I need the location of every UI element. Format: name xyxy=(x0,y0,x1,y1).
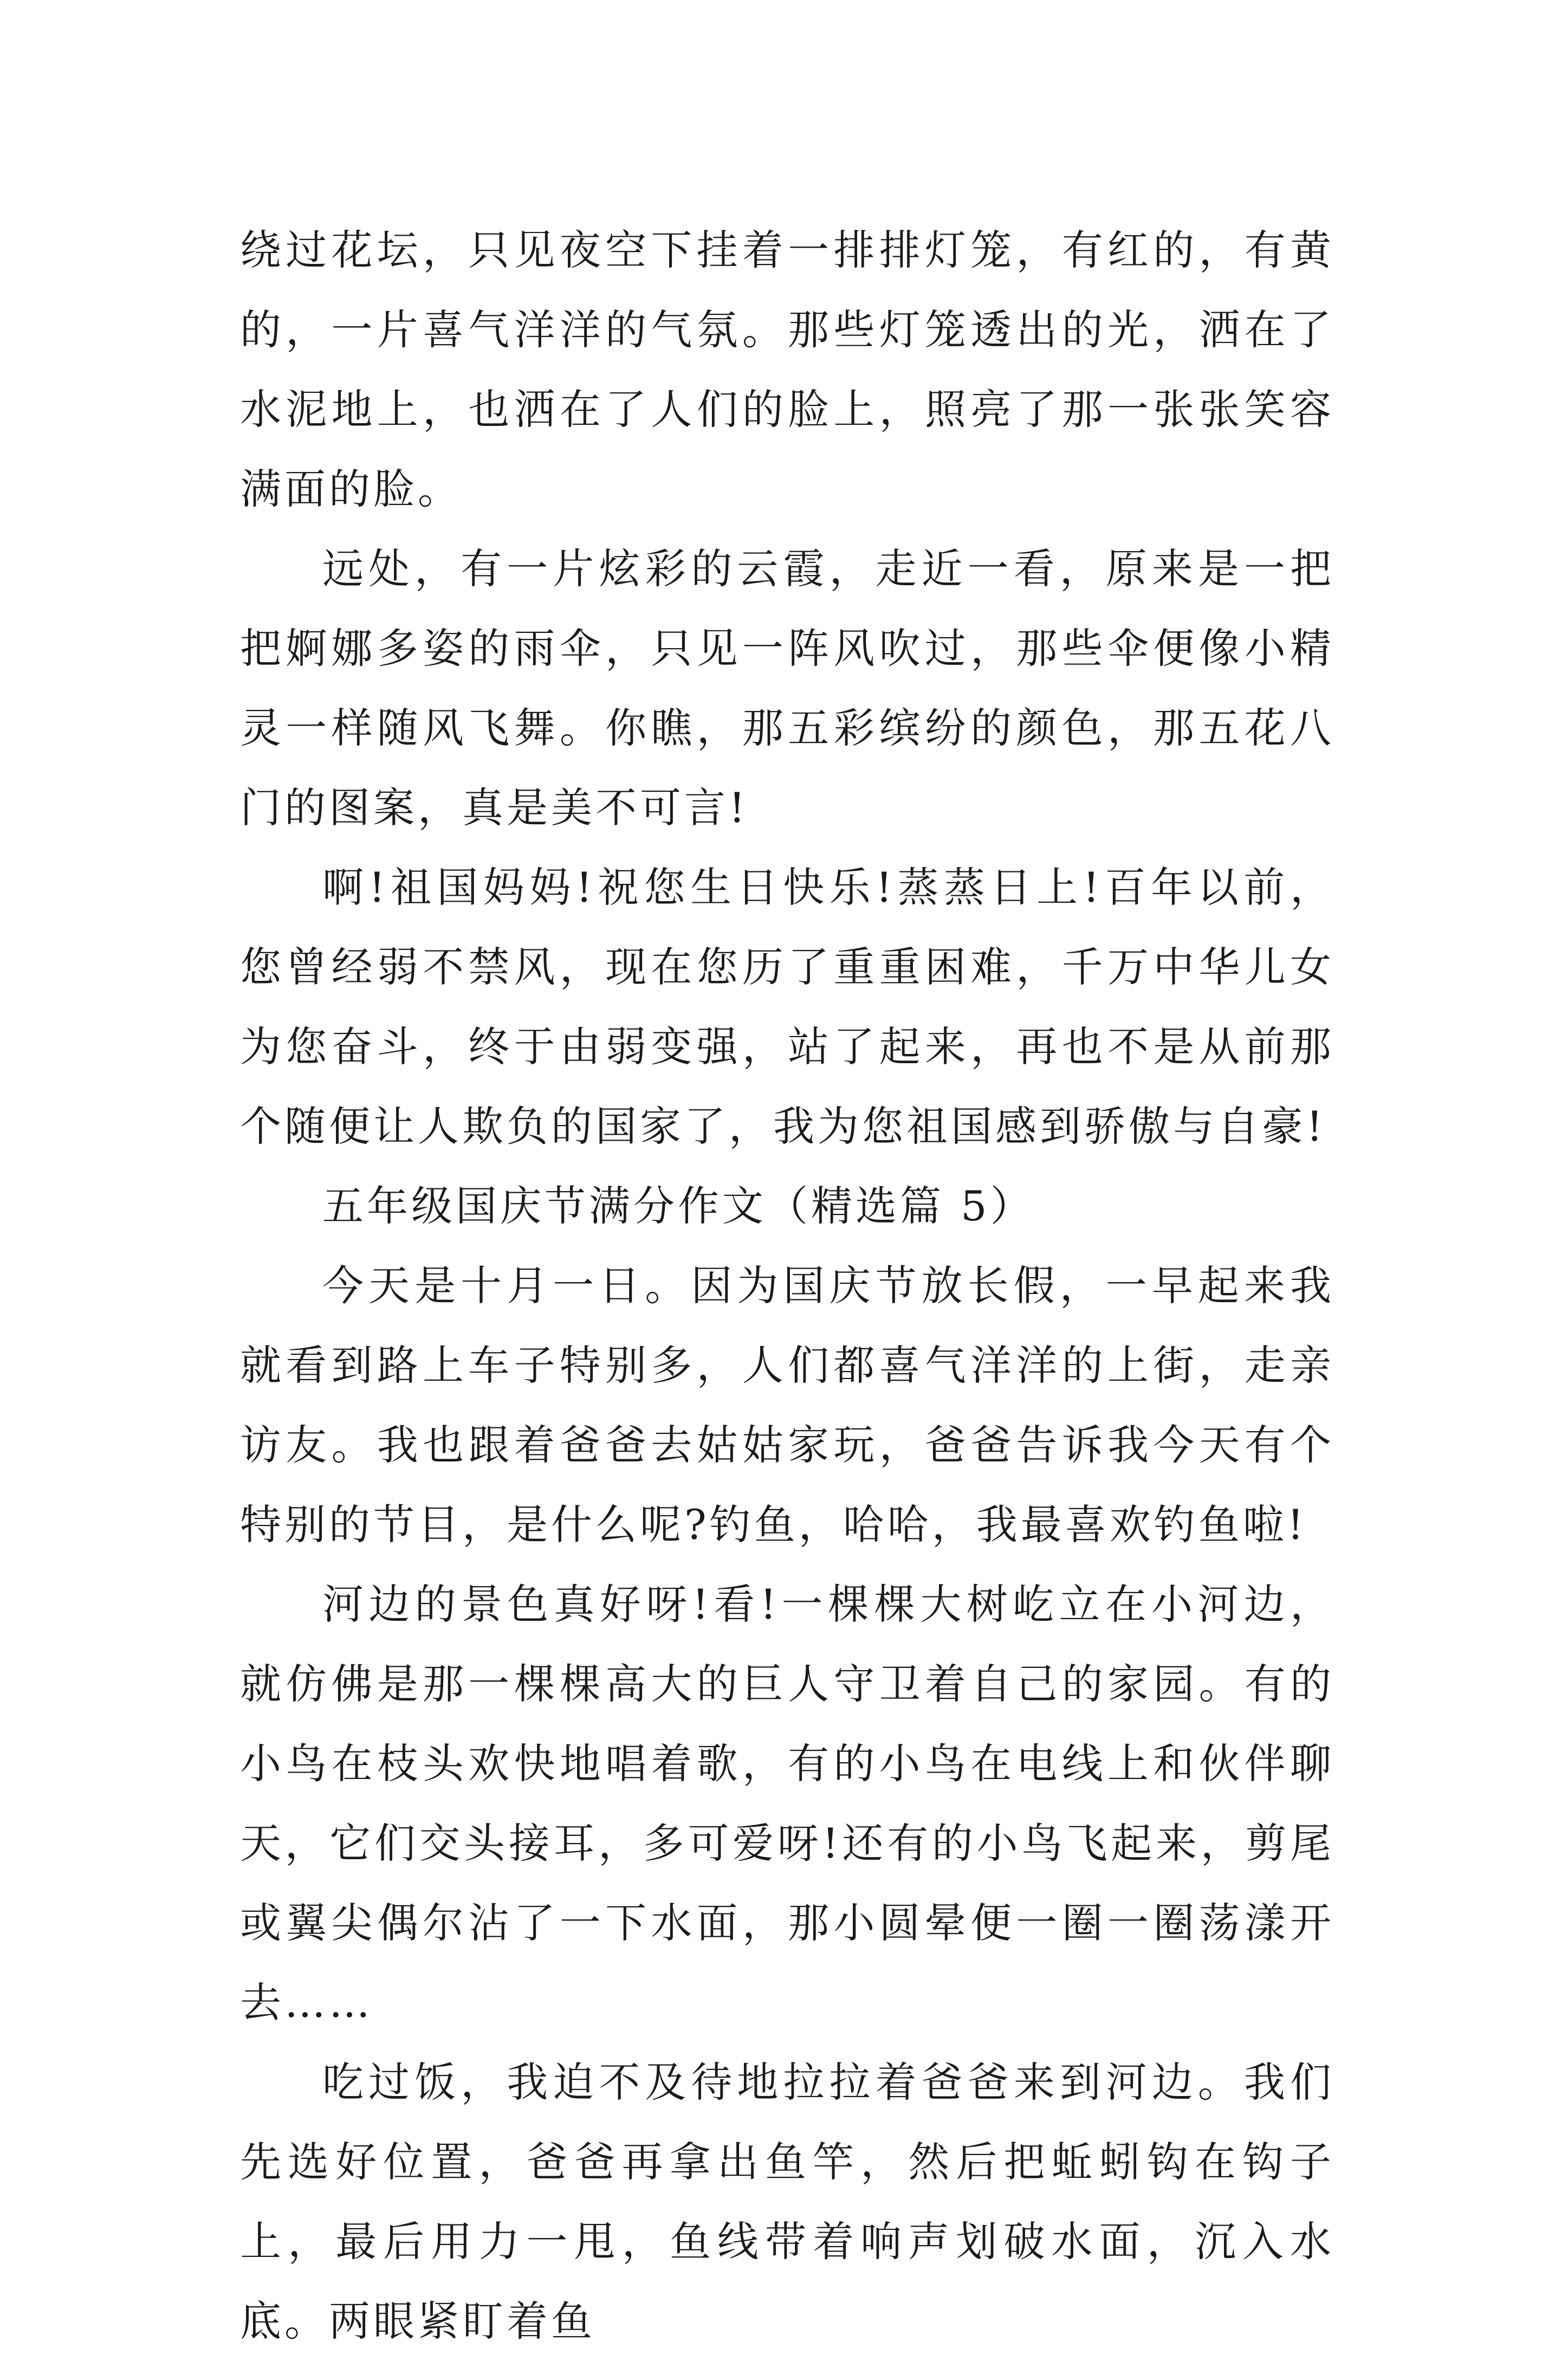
paragraph-motherland: 啊!祖国妈妈!祝您生日快乐!蒸蒸日上!百年以前，您曾经弱不禁风，现在您历了重重困难，千万中华儿女为您奋斗，终于由弱变强，站了起来，再也不是从前那个随便让人欺负的国家了，我为您祖国感到骄傲与自豪! xyxy=(240,863,1334,1150)
paragraph-continuation: 绕过花坛，只见夜空下挂着一排排灯笼，有红的，有黄的，一片喜气洋洋的气氛。那些灯笼透出的光，洒在了水泥地上，也洒在了人们的脸上，照亮了那一张张笑容满面的脸。 xyxy=(240,226,1334,513)
paragraph-riverside: 河边的景色真好呀!看!一棵棵大树屹立在小河边，就仿佛是那一棵棵高大的巨人守卫着自己的家园。有的小鸟在枝头欢快地唱着歌，有的小鸟在电线上和伙伴聊天，它们交头接耳，多可爱呀!还有的小鸟飞起来，剪尾或翼尖偶尔沾了一下水面，那小圆晕便一圈一圈荡漾开去…… xyxy=(240,1580,1334,2027)
paragraph-umbrellas: 远处，有一片炫彩的云霞，走近一看，原来是一把把婀娜多姿的雨伞，只见一阵风吹过，那些伞便像小精灵一样随风飞舞。你瞧，那五彩缤纷的颜色，那五花八门的图案，真是美不可言! xyxy=(240,545,1334,832)
essay-body xyxy=(240,210,1334,2361)
essay-heading: 五年级国庆节满分作文（精选篇 5） xyxy=(322,1182,1035,1230)
paragraph-fishing: 吃过饭，我迫不及待地拉拉着爸爸来到河边。我们先选好位置，爸爸再拿出鱼竿，然后把蚯蚓钩在钩子上，最后用力一甩，鱼线带着响声划破水面，沉入水底。两眼紧盯着鱼 xyxy=(240,2058,1334,2345)
paragraph-national-day: 今天是十月一日。因为国庆节放长假，一早起来我就看到路上车子特别多，人们都喜气洋洋的上街，走亲访友。我也跟着爸爸去姑姑家玩，爸爸告诉我今天有个特别的节目，是什么呢?钓鱼，哈哈，我最喜欢钓鱼啦! xyxy=(240,1262,1334,1549)
